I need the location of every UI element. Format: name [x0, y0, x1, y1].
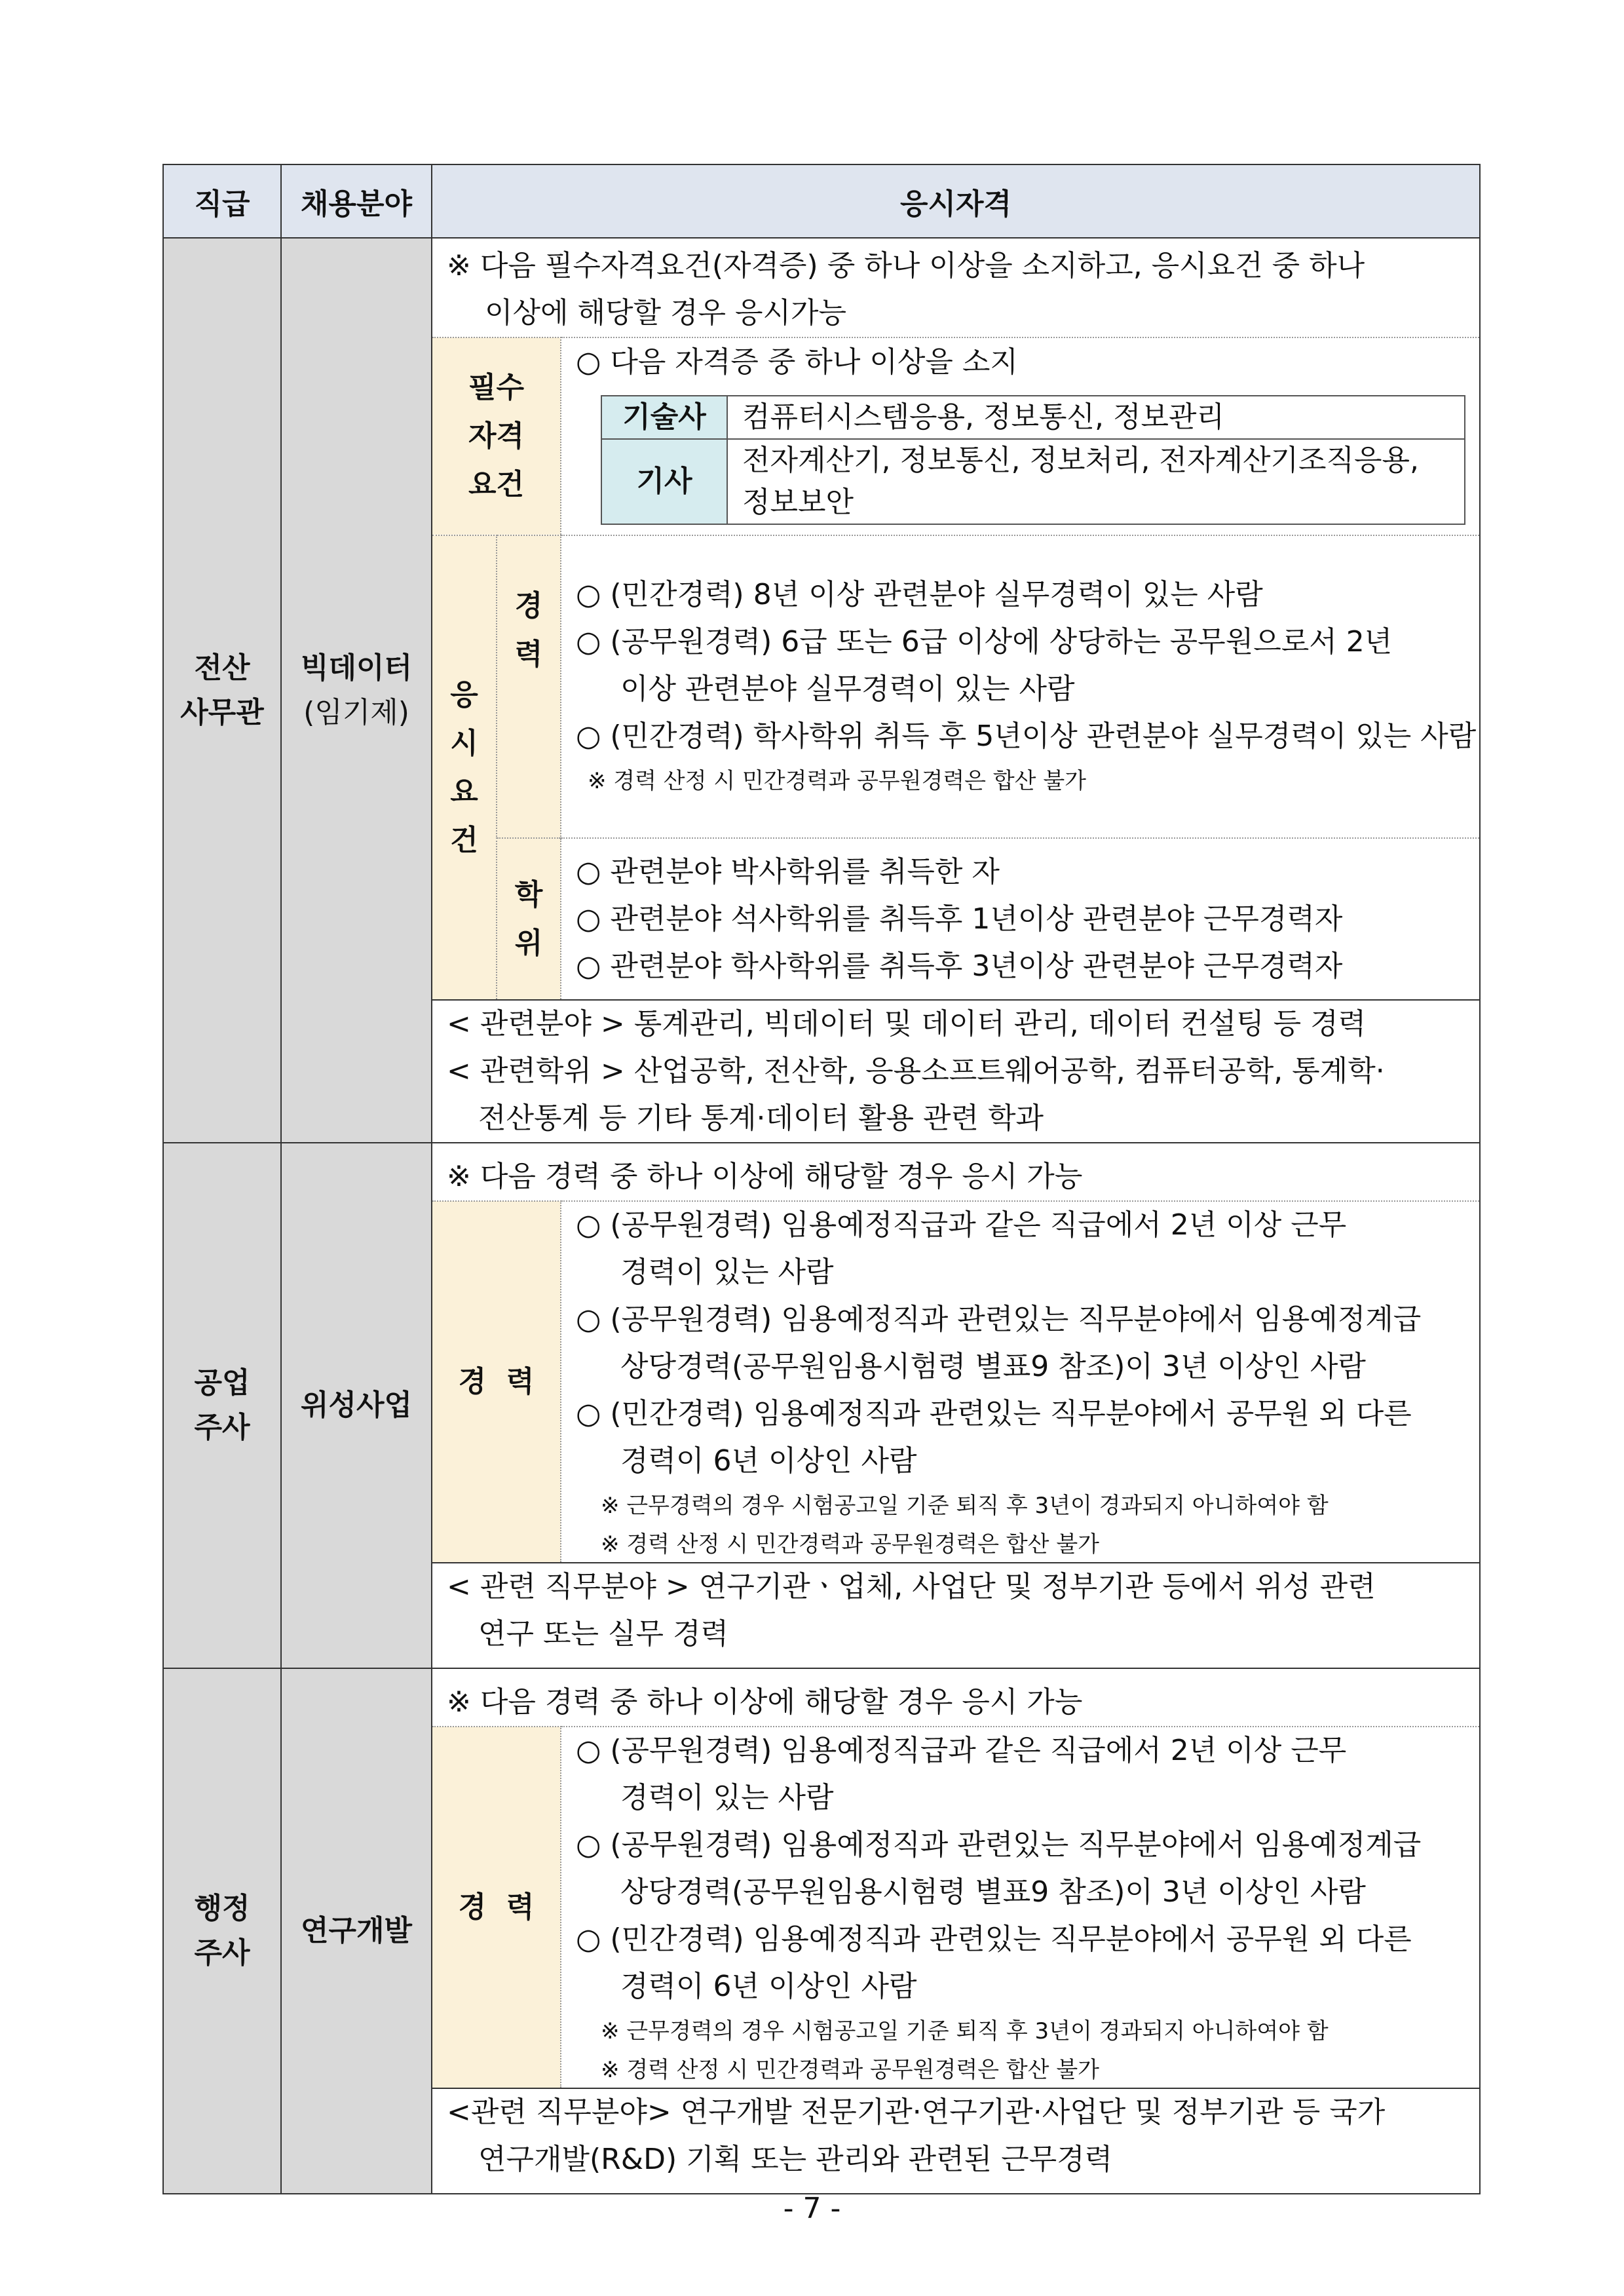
table-row — [163, 1668, 1480, 2194]
bullet-line: ○ (공무원경력) 임용예정직과 관련있는 직무분야에서 임용예정계급 — [576, 1303, 1422, 1336]
note-line: ※ 경력 산정 시 민간경력과 공무원경력은 합산 불가 — [601, 1531, 1100, 1558]
document-body — [162, 164, 1479, 2194]
label-line: 자격 — [468, 419, 524, 453]
bullet-line: 경력이 6년 이상인 사람 — [620, 1970, 917, 2003]
intro-line: ※ 다음 필수자격요건(자격증) 중 하나 이상을 소지하고, 응시요건 중 하나 — [447, 249, 1365, 282]
related-line: < 관련 직무분야 > 연구기관ㆍ업체, 사업단 및 정부기관 등에서 위성 관련 — [447, 1570, 1376, 1603]
qualification-cell — [432, 1143, 1480, 1668]
grade-line: 주사 — [194, 1936, 250, 1970]
bullet-line: 경력이 있는 사람 — [620, 1781, 834, 1814]
bullet-line: ○ (민간경력) 임용예정직과 관련있는 직무분야에서 공무원 외 다른 — [576, 1923, 1412, 1956]
qualification-cell — [432, 238, 1480, 1143]
bullet-line: ○ (민간경력) 학사학위 취득 후 5년이상 관련분야 실무경력이 있는 사람 — [576, 719, 1477, 753]
bullet-line: 경력이 있는 사람 — [620, 1255, 834, 1289]
degree-content — [561, 838, 1479, 999]
related-block — [432, 2088, 1479, 2183]
cert-list — [727, 439, 1465, 524]
related-block — [432, 1562, 1479, 1658]
bullet-line: 상당경력(공무원임용시험령 별표9 참조)이 3년 이상인 사람 — [620, 1875, 1366, 1909]
label-line: 요 — [450, 775, 478, 809]
bullet-line: ○ (공무원경력) 임용예정직과 관련있는 직무분야에서 임용예정계급 — [576, 1828, 1422, 1862]
certificate-table — [601, 395, 1465, 525]
label-line: 건 — [450, 823, 478, 857]
required-label — [432, 337, 561, 535]
career-content — [561, 535, 1479, 838]
page-number: - 7 - — [783, 2192, 841, 2225]
career-label: 경 력 — [432, 1201, 561, 1562]
table-header-row — [163, 164, 1480, 238]
related-line: < 관련학위 > 산업공학, 전산학, 응용소프트웨어공학, 컴퓨터공학, 통계학· — [447, 1054, 1385, 1088]
header-grade: 직급 — [163, 164, 281, 238]
bullet-line: 이상 관련분야 실무경력이 있는 사람 — [620, 672, 1075, 706]
required-content — [561, 337, 1479, 535]
label-line: 시 — [450, 726, 478, 760]
grade-cell — [163, 1143, 281, 1668]
bullet-line: ○ (민간경력) 임용예정직과 관련있는 직무분야에서 공무원 외 다른 — [576, 1397, 1412, 1430]
cert-type: 기사 — [601, 439, 727, 524]
cert-list: 컴퓨터시스템응용, 정보통신, 정보관리 — [727, 396, 1465, 439]
grade-cell — [163, 238, 281, 1143]
cert-type: 기술사 — [601, 396, 727, 439]
career-label: 경 력 — [432, 1727, 561, 2088]
career-content — [561, 1201, 1479, 1562]
label-line: 필수 — [468, 371, 524, 404]
bullet-line: 경력이 6년 이상인 사람 — [620, 1444, 917, 1478]
apply-label — [432, 535, 497, 999]
qualification-table — [162, 164, 1481, 2194]
grade-cell — [163, 1668, 281, 2194]
grade-line: 사무관 — [180, 695, 264, 729]
cert-line: 전자계산기, 정보통신, 정보처리, 전자계산기조직응용, — [742, 444, 1419, 477]
grade-line: 공업 — [194, 1366, 250, 1400]
related-line: 연구 또는 실무 경력 — [478, 1617, 728, 1651]
cert-line: 정보보안 — [742, 486, 854, 519]
field-name: 연구개발 — [300, 1914, 412, 1947]
intro-line: 이상에 해당할 경우 응시가능 — [485, 296, 847, 330]
label-line: 경 — [514, 589, 543, 622]
field-cell — [281, 1668, 432, 2194]
field-cell — [281, 238, 432, 1143]
grade-line: 주사 — [194, 1411, 250, 1444]
qualification-cell — [432, 1668, 1480, 2194]
career-block — [432, 1200, 1479, 1562]
grade-line: 행정 — [194, 1892, 250, 1925]
bullet-line: ○ 다음 자격증 중 하나 이상을 소지 — [576, 345, 1018, 379]
application-requirement-block — [432, 535, 1479, 999]
required-qualification-block — [432, 337, 1479, 535]
related-line: <관련 직무분야> 연구개발 전문기관·연구기관·사업단 및 정부기관 등 국가 — [447, 2095, 1386, 2129]
bullet-line: ○ 관련분야 박사학위를 취득한 자 — [576, 854, 1000, 889]
intro-line: ※ 다음 경력 중 하나 이상에 해당할 경우 응시 가능 — [447, 1160, 1083, 1193]
table-row — [163, 238, 1480, 1143]
bullet-line: ○ (민간경력) 8년 이상 관련분야 실무경력이 있는 사람 — [576, 578, 1263, 611]
note-line: ※ 근무경력의 경우 시험공고일 기준 퇴직 후 3년이 경과되지 아니하여야 함 — [601, 1493, 1329, 1519]
label-line: 응 — [450, 678, 478, 712]
note-line: ※ 경력 산정 시 민간경력과 공무원경력은 합산 불가 — [588, 768, 1087, 794]
bullet-line: ○ 관련분야 석사학위를 취득후 1년이상 관련분야 근무경력자 — [576, 902, 1343, 936]
bullet-line: ○ 관련분야 학사학위를 취득후 3년이상 관련분야 근무경력자 — [576, 949, 1343, 983]
field-cell — [281, 1143, 432, 1668]
intro-line: ※ 다음 경력 중 하나 이상에 해당할 경우 응시 가능 — [447, 1685, 1083, 1719]
bullet-line: ○ (공무원경력) 임용예정직급과 같은 직급에서 2년 이상 근무 — [576, 1734, 1347, 1767]
grade-line: 전산 — [194, 651, 250, 685]
career-block — [432, 1726, 1479, 2088]
field-name: 빅데이터 — [300, 651, 412, 685]
bullet-line: ○ (공무원경력) 6급 또는 6급 이상에 상당하는 공무원으로서 2년 — [576, 625, 1393, 659]
label-line: 위 — [514, 926, 543, 960]
career-label — [497, 535, 561, 838]
related-line: 전산통계 등 기타 통계·데이터 활용 관련 학과 — [478, 1101, 1044, 1135]
degree-label — [497, 838, 561, 999]
label-line: 학 — [514, 877, 543, 911]
related-block — [432, 999, 1479, 1142]
header-qualification: 응시자격 — [432, 164, 1480, 238]
bullet-line: ○ (공무원경력) 임용예정직급과 같은 직급에서 2년 이상 근무 — [576, 1208, 1347, 1242]
related-line: < 관련분야 > 통계관리, 빅데이터 및 데이터 관리, 데이터 컨설팅 등 경력 — [447, 1007, 1367, 1041]
related-line: 연구개발(R&D) 기획 또는 관리와 관련된 근무경력 — [478, 2143, 1113, 2176]
field-subtitle: (임기제) — [303, 695, 409, 729]
bullet-line: 상당경력(공무원임용시험령 별표9 참조)이 3년 이상인 사람 — [620, 1350, 1366, 1383]
note-line: ※ 근무경력의 경우 시험공고일 기준 퇴직 후 3년이 경과되지 아니하여야 함 — [601, 2018, 1329, 2044]
label-line: 요건 — [468, 468, 524, 501]
note-line: ※ 경력 산정 시 민간경력과 공무원경력은 합산 불가 — [601, 2057, 1100, 2083]
header-field: 채용분야 — [281, 164, 432, 238]
field-name: 위성사업 — [300, 1388, 412, 1422]
table-row — [163, 1143, 1480, 1668]
career-content — [561, 1727, 1479, 2088]
label-line: 력 — [514, 638, 543, 671]
